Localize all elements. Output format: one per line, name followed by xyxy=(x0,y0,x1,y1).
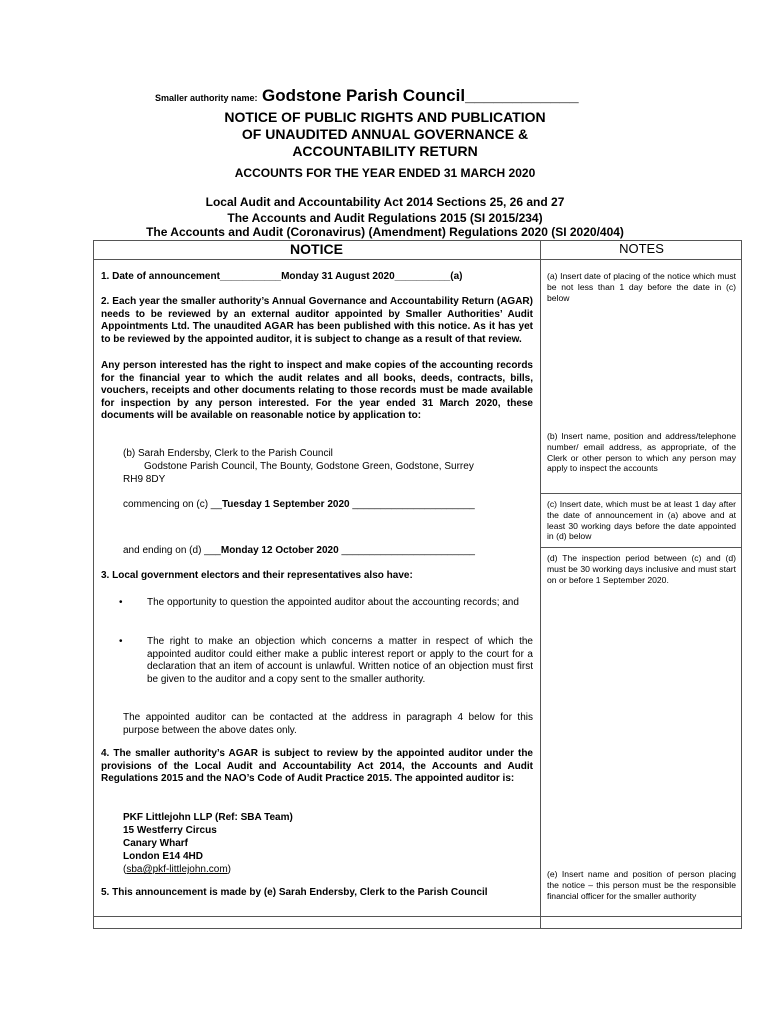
column-divider xyxy=(540,240,541,928)
ending-label: and ending on (d) ___ xyxy=(123,545,221,556)
note-b: (b) Insert name, position and address/telephone number/ email address, as appropriate, of the Clerk or other person to which any person may apply to inspect the accounts xyxy=(547,431,736,474)
title-line-3: ACCOUNTABILITY RETURN xyxy=(292,143,478,159)
auditor-contact-note: The appointed auditor can be contacted at the address in paragraph 4 below for this purpose between the above dates only. xyxy=(123,712,533,736)
paragraph-4-appointed-auditor: 4. The smaller authority’s AGAR is subject to review by the appointed auditor under the provisions of the Local Audit and Accountability Act 2014, the Accounts and Audit Regulations 2015 and the NAO’s Code of Audit Practice 2015. The appointed auditor is: xyxy=(101,748,533,785)
accounts-year-line: ACCOUNTS FOR THE YEAR ENDED 31 MARCH 2020 xyxy=(234,166,536,180)
legislation-line-3: The Accounts and Audit (Coronavirus) (Amendment) Regulations 2020 (SI 2020/404) xyxy=(146,225,624,239)
ending-date: Monday 12 October 2020 xyxy=(220,545,339,556)
note-e: (e) Insert name and position of person placing the notice – this person must be the responsible financial officer for the smaller authority xyxy=(547,869,736,901)
notes-column-header: NOTES xyxy=(619,241,664,256)
auditor-address-line-1: PKF Littlejohn LLP (Ref: SBA Team) xyxy=(123,812,293,823)
paragraph-2-agar-review: 2. Each year the smaller authority’s Annual Governance and Accountability Return (AGAR) needs to be reviewed by an external auditor appointed by Smaller Authorities’ Audit Appointments Ltd. The unaudited AGAR has been published with this notice. As it has yet to be reviewed by the appointed auditor, it is subject to change as a result of that review. xyxy=(101,296,533,345)
contact-line-1: (b) Sarah Endersby, Clerk to the Parish Council xyxy=(123,448,333,459)
table-bottom-border xyxy=(93,928,742,929)
email-close-paren: ) xyxy=(227,864,231,875)
note-a: (a) Insert date of placing of the notice which must be not less than 1 day before the date in (c) below xyxy=(547,271,736,303)
header-divider xyxy=(93,259,742,260)
legislation-line-2: The Accounts and Audit Regulations 2015 (SI 2015/234) xyxy=(227,211,543,225)
contact-line-2: Godstone Parish Council, The Bounty, Godstone Green, Godstone, Surrey xyxy=(144,461,474,472)
title-line-1: NOTICE OF PUBLIC RIGHTS AND PUBLICATION xyxy=(224,109,546,125)
title-line-2: OF UNAUDITED ANNUAL GOVERNANCE & xyxy=(241,126,529,142)
bullet-question-auditor: The opportunity to question the appointed auditor about the accounting records; and xyxy=(147,597,519,608)
paragraph-3-electors: 3. Local government electors and their representatives also have: xyxy=(101,570,413,581)
commencing-label: commencing on (c) __ xyxy=(123,499,222,510)
email-open-paren: ( xyxy=(123,864,127,875)
authority-name-label: Smaller authority name: xyxy=(155,93,258,103)
auditor-address-line-3: Canary Wharf xyxy=(123,838,189,849)
notice-column-header: NOTICE xyxy=(290,241,343,257)
auditor-email-line xyxy=(123,864,231,877)
note-c: (c) Insert date, which must be at least 1 day after the date of announcement in (a) above and at least 30 working days before the date appointed in (d) below xyxy=(547,499,736,542)
auditor-email-link[interactable]: sba@pkf-littlejohn.com xyxy=(126,864,228,875)
commencing-date: Tuesday 1 September 2020 xyxy=(221,499,350,510)
authority-name-value: Godstone Parish Council____________ xyxy=(261,86,579,105)
paragraph-5-announcement-by: 5. This announcement is made by (e) Sarah Endersby, Clerk to the Parish Council xyxy=(101,887,488,898)
bullet-right-to-object: The right to make an objection which concerns a matter in respect of which the appointed auditor could either make a public interest report or apply to the court for a declaration that an item of account is unlawful. Written notice of an objection must first be given to the auditor and a copy sent to the smaller authority. xyxy=(147,636,533,685)
commencing-blank: ______________________ xyxy=(349,499,475,510)
contact-line-3: RH9 8DY xyxy=(123,474,166,485)
note-divider-bc xyxy=(541,493,742,494)
ending-blank: ________________________ xyxy=(338,545,475,556)
bullet-marker-2: • xyxy=(119,636,123,647)
bullet-marker-1: • xyxy=(119,597,123,608)
authority-name-line xyxy=(155,86,579,106)
paragraph-2-inspection-rights: Any person interested has the right to inspect and make copies of the accounting records for the financial year to which the audit relates and all books, deeds, contracts, bills, vouchers, receipts and other documents relating to those records must be made available for inspection by any person interested. For the year ended 31 March 2020, these documents will be available on reasonable notice by application to: xyxy=(101,360,533,422)
note-d: (d) The inspection period between (c) and (d) must be 30 working days inclusive and must start on or before 1 September 2020. xyxy=(547,553,736,585)
bottom-divider xyxy=(93,916,742,917)
legislation-line-1: Local Audit and Accountability Act 2014 Sections 25, 26 and 27 xyxy=(205,195,565,209)
commencing-line xyxy=(123,499,475,512)
note-divider-cd xyxy=(541,547,742,548)
auditor-address-line-2: 15 Westferry Circus xyxy=(123,825,217,836)
ending-line xyxy=(123,545,475,558)
auditor-address-line-4: London E14 4HD xyxy=(123,851,204,862)
paragraph-1-announcement-date: 1. Date of announcement___________Monday 31 August 2020__________(a) xyxy=(101,271,463,282)
